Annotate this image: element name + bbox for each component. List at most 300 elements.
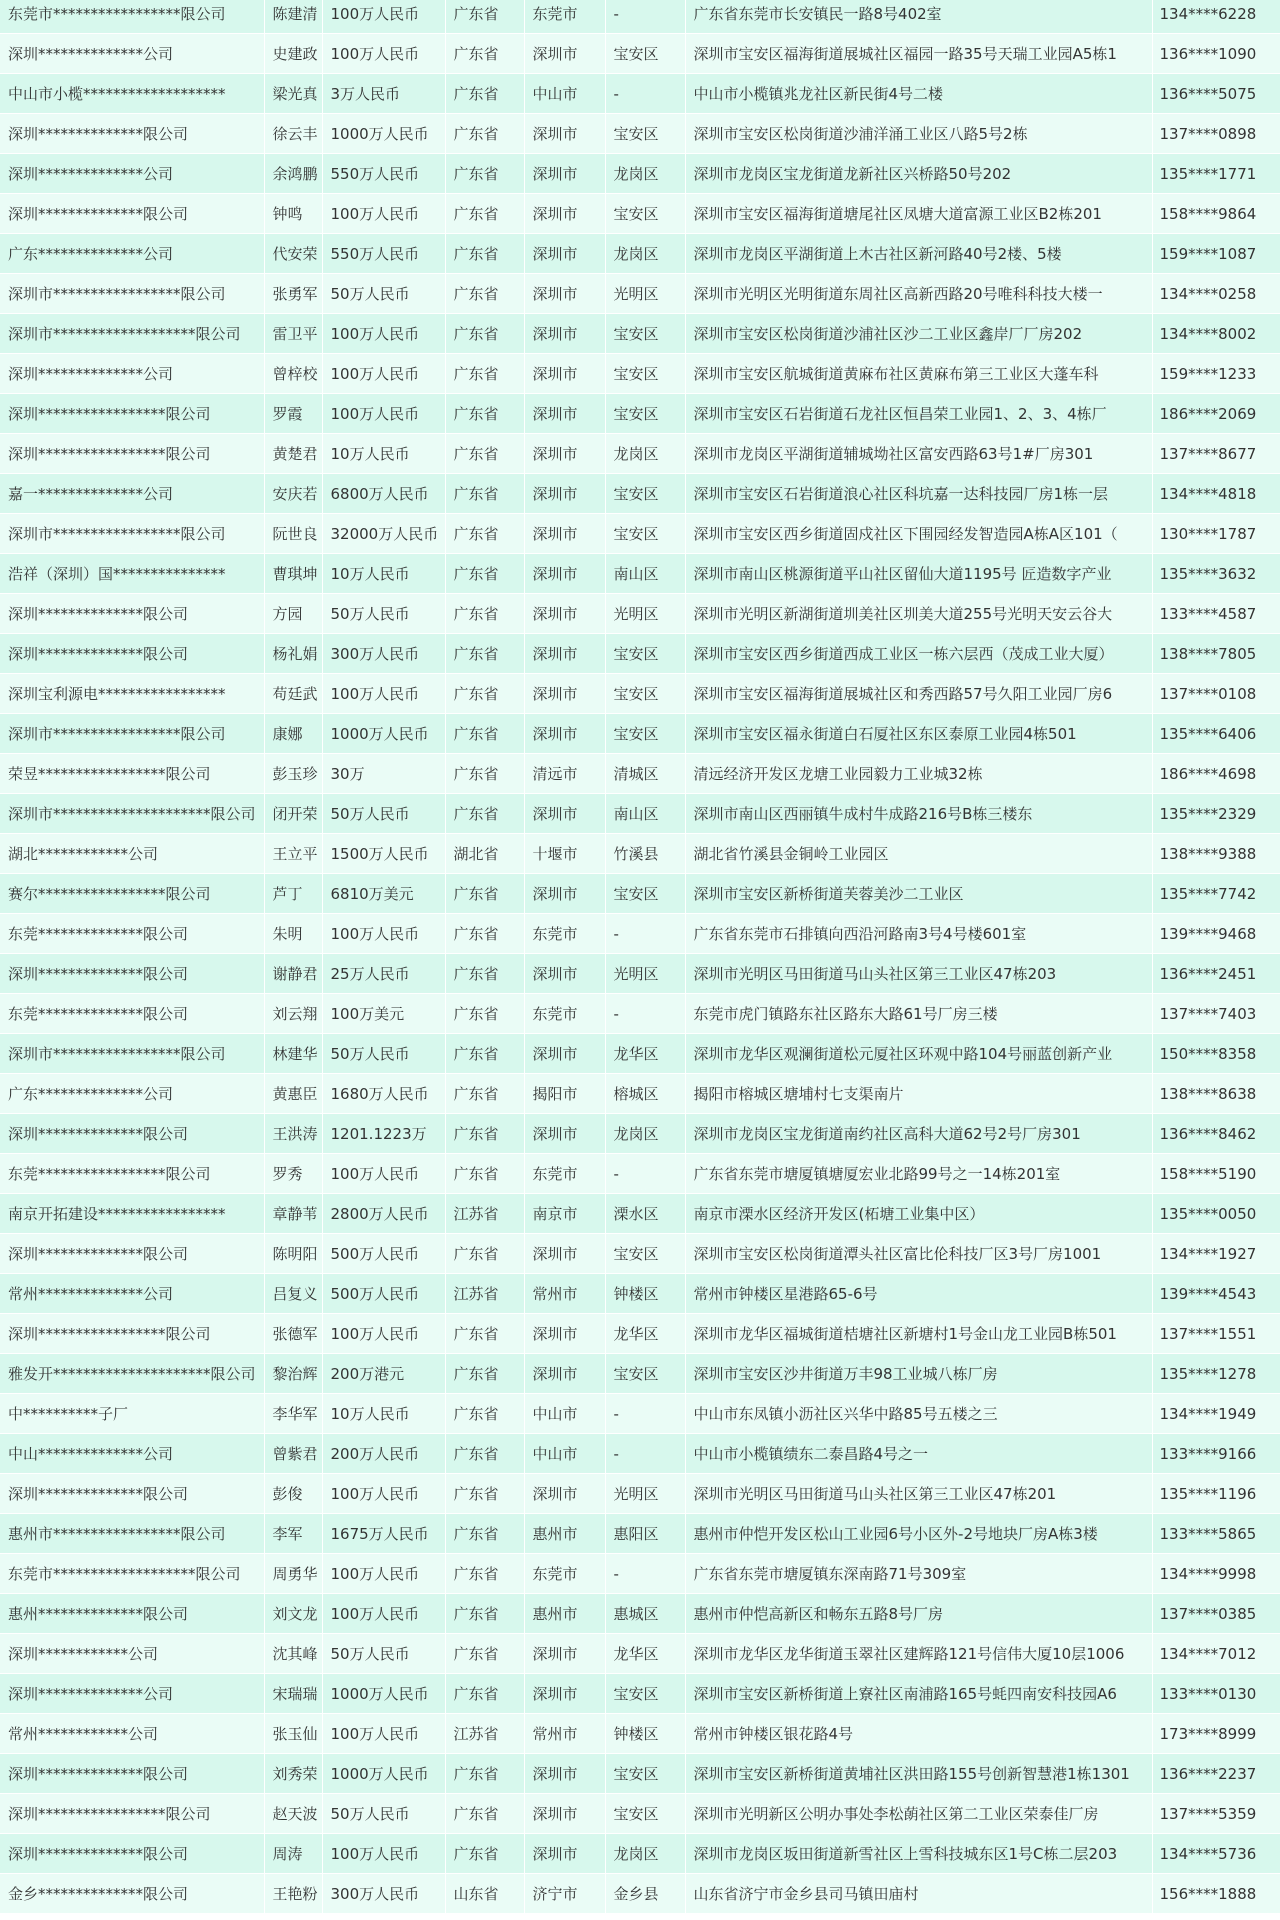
- company-name-cell: 东莞*****************限公司: [0, 1154, 264, 1194]
- company-name-cell: 深圳**************公司: [0, 354, 264, 394]
- phone-cell: 186****4698: [1152, 754, 1280, 794]
- district-cell: 宝安区: [605, 514, 685, 554]
- company-name-cell: 深圳**************限公司: [0, 194, 264, 234]
- company-name-cell: 惠州市*****************限公司: [0, 1514, 264, 1554]
- address-cell: 深圳市龙岗区宝龙街道南约社区高科大道62号2号厂房301: [685, 1114, 1152, 1154]
- table-row: [0, 554, 1280, 594]
- company-name-cell: 湖北************公司: [0, 834, 264, 874]
- table-row: [0, 1114, 1280, 1154]
- district-cell: 龙华区: [605, 1634, 685, 1674]
- address-cell: 深圳市龙岗区平湖街道辅城坳社区富安西路63号1#厂房301: [685, 434, 1152, 474]
- legal-rep-cell: 刘云翔: [264, 994, 322, 1034]
- province-cell: 广东省: [445, 554, 524, 594]
- company-name-cell: 东莞市*******************限公司: [0, 1554, 264, 1594]
- table-row: [0, 1754, 1280, 1794]
- phone-cell: 136****8462: [1152, 1114, 1280, 1154]
- company-name-cell: 深圳宝利源电*****************: [0, 674, 264, 714]
- city-cell: 深圳市: [524, 154, 605, 194]
- address-cell: 深圳市龙岗区宝龙街道龙新社区兴桥路50号202: [685, 154, 1152, 194]
- phone-cell: 135****1771: [1152, 154, 1280, 194]
- district-cell: 宝安区: [605, 1674, 685, 1714]
- table-row: [0, 114, 1280, 154]
- city-cell: 深圳市: [524, 354, 605, 394]
- address-cell: 深圳市宝安区沙井街道万丰98工业城八栋厂房: [685, 1354, 1152, 1394]
- legal-rep-cell: 沈其峰: [264, 1634, 322, 1674]
- table-row: [0, 194, 1280, 234]
- city-cell: 惠州市: [524, 1514, 605, 1554]
- table-row: [0, 994, 1280, 1034]
- province-cell: 广东省: [445, 514, 524, 554]
- registered-capital-cell: 1000万人民币: [322, 1754, 445, 1794]
- table-row: [0, 1594, 1280, 1634]
- address-cell: 揭阳市榕城区塘埔村七支渠南片: [685, 1074, 1152, 1114]
- table-row: [0, 914, 1280, 954]
- table-row: [0, 1314, 1280, 1354]
- table-row: [0, 634, 1280, 674]
- district-cell: 宝安区: [605, 474, 685, 514]
- registered-capital-cell: 10万人民币: [322, 554, 445, 594]
- registered-capital-cell: 3万人民币: [322, 74, 445, 114]
- city-cell: 深圳市: [524, 1754, 605, 1794]
- address-cell: 深圳市龙华区福城街道桔塘社区新塘村1号金山龙工业园B栋501: [685, 1314, 1152, 1354]
- district-cell: 宝安区: [605, 674, 685, 714]
- district-cell: 惠阳区: [605, 1514, 685, 1554]
- legal-rep-cell: 史建政: [264, 34, 322, 74]
- legal-rep-cell: 彭玉珍: [264, 754, 322, 794]
- city-cell: 深圳市: [524, 1674, 605, 1714]
- province-cell: 广东省: [445, 74, 524, 114]
- city-cell: 深圳市: [524, 474, 605, 514]
- legal-rep-cell: 黄惠臣: [264, 1074, 322, 1114]
- table-row: [0, 794, 1280, 834]
- phone-cell: 137****0898: [1152, 114, 1280, 154]
- table-row: [0, 34, 1280, 74]
- address-cell: 深圳市宝安区松岗街道潭头社区富比伦科技厂区3号厂房1001: [685, 1234, 1152, 1274]
- address-cell: 清远经济开发区龙塘工业园毅力工业城32栋: [685, 754, 1152, 794]
- address-cell: 深圳市宝安区福海街道塘尾社区凤塘大道富源工业区B2栋201: [685, 194, 1152, 234]
- company-name-cell: 深圳**************限公司: [0, 1114, 264, 1154]
- registered-capital-cell: 1201.1223万: [322, 1114, 445, 1154]
- district-cell: 竹溪县: [605, 834, 685, 874]
- phone-cell: 136****1090: [1152, 34, 1280, 74]
- company-name-cell: 南京开拓建设*****************: [0, 1194, 264, 1234]
- phone-cell: 139****9468: [1152, 914, 1280, 954]
- district-cell: 宝安区: [605, 714, 685, 754]
- district-cell: 钟楼区: [605, 1274, 685, 1314]
- province-cell: 广东省: [445, 1154, 524, 1194]
- phone-cell: 134****9998: [1152, 1554, 1280, 1594]
- table-row: [0, 594, 1280, 634]
- address-cell: 中山市东凤镇小沥社区兴华中路85号五楼之三: [685, 1394, 1152, 1434]
- phone-cell: 137****1551: [1152, 1314, 1280, 1354]
- address-cell: 深圳市光明区新湖街道圳美社区圳美大道255号光明天安云谷大: [685, 594, 1152, 634]
- province-cell: 广东省: [445, 754, 524, 794]
- address-cell: 深圳市龙华区观澜街道松元厦社区环观中路104号丽蓝创新产业: [685, 1034, 1152, 1074]
- district-cell: -: [605, 1554, 685, 1594]
- phone-cell: 135****0050: [1152, 1194, 1280, 1234]
- legal-rep-cell: 彭俊: [264, 1474, 322, 1514]
- city-cell: 东莞市: [524, 1154, 605, 1194]
- district-cell: 光明区: [605, 594, 685, 634]
- address-cell: 深圳市南山区西丽镇牛成村牛成路216号B栋三楼东: [685, 794, 1152, 834]
- table-row: [0, 1714, 1280, 1754]
- legal-rep-cell: 陈建清: [264, 0, 322, 34]
- province-cell: 湖北省: [445, 834, 524, 874]
- province-cell: 广东省: [445, 954, 524, 994]
- province-cell: 广东省: [445, 274, 524, 314]
- province-cell: 广东省: [445, 1754, 524, 1794]
- phone-cell: 137****5359: [1152, 1794, 1280, 1834]
- company-name-cell: 东莞**************限公司: [0, 994, 264, 1034]
- registered-capital-cell: 100万人民币: [322, 0, 445, 34]
- registered-capital-cell: 6810万美元: [322, 874, 445, 914]
- city-cell: 中山市: [524, 1434, 605, 1474]
- table-row: [0, 354, 1280, 394]
- city-cell: 深圳市: [524, 874, 605, 914]
- registered-capital-cell: 100万美元: [322, 994, 445, 1034]
- phone-cell: 135****3632: [1152, 554, 1280, 594]
- province-cell: 江苏省: [445, 1194, 524, 1234]
- registered-capital-cell: 100万人民币: [322, 354, 445, 394]
- address-cell: 常州市钟楼区星港路65-6号: [685, 1274, 1152, 1314]
- province-cell: 广东省: [445, 874, 524, 914]
- district-cell: 清城区: [605, 754, 685, 794]
- address-cell: 深圳市光明区马田街道马山头社区第三工业区47栋201: [685, 1474, 1152, 1514]
- district-cell: 宝安区: [605, 1794, 685, 1834]
- city-cell: 惠州市: [524, 1594, 605, 1634]
- company-name-cell: 广东**************公司: [0, 1074, 264, 1114]
- city-cell: 常州市: [524, 1274, 605, 1314]
- table-row: [0, 754, 1280, 794]
- province-cell: 江苏省: [445, 1714, 524, 1754]
- legal-rep-cell: 黄楚君: [264, 434, 322, 474]
- registered-capital-cell: 200万港元: [322, 1354, 445, 1394]
- company-name-cell: 深圳*****************限公司: [0, 434, 264, 474]
- phone-cell: 133****0130: [1152, 1674, 1280, 1714]
- legal-rep-cell: 章静苇: [264, 1194, 322, 1234]
- registered-capital-cell: 1675万人民币: [322, 1514, 445, 1554]
- registered-capital-cell: 50万人民币: [322, 794, 445, 834]
- district-cell: 宝安区: [605, 874, 685, 914]
- city-cell: 深圳市: [524, 114, 605, 154]
- province-cell: 山东省: [445, 1874, 524, 1914]
- table-row: [0, 314, 1280, 354]
- district-cell: 金乡县: [605, 1874, 685, 1914]
- registered-capital-cell: 100万人民币: [322, 1554, 445, 1594]
- company-name-cell: 深圳市*****************限公司: [0, 714, 264, 754]
- address-cell: 广东省东莞市塘厦镇东深南路71号309室: [685, 1554, 1152, 1594]
- city-cell: 深圳市: [524, 314, 605, 354]
- registered-capital-cell: 550万人民币: [322, 154, 445, 194]
- district-cell: 龙华区: [605, 1314, 685, 1354]
- table-row: [0, 274, 1280, 314]
- table-row: [0, 1034, 1280, 1074]
- table-row: [0, 514, 1280, 554]
- phone-cell: 186****2069: [1152, 394, 1280, 434]
- phone-cell: 136****5075: [1152, 74, 1280, 114]
- company-name-cell: 深圳**************限公司: [0, 1234, 264, 1274]
- province-cell: 广东省: [445, 474, 524, 514]
- registered-capital-cell: 50万人民币: [322, 1634, 445, 1674]
- city-cell: 十堰市: [524, 834, 605, 874]
- address-cell: 深圳市宝安区松岗街道沙浦洋涌工业区八路5号2栋: [685, 114, 1152, 154]
- phone-cell: 133****5865: [1152, 1514, 1280, 1554]
- district-cell: 宝安区: [605, 354, 685, 394]
- phone-cell: 138****9388: [1152, 834, 1280, 874]
- address-cell: 深圳市宝安区福海街道展城社区和秀西路57号久阳工业园厂房6: [685, 674, 1152, 714]
- registered-capital-cell: 100万人民币: [322, 1714, 445, 1754]
- table-row: [0, 154, 1280, 194]
- city-cell: 深圳市: [524, 1034, 605, 1074]
- registered-capital-cell: 100万人民币: [322, 194, 445, 234]
- company-name-cell: 深圳市*******************限公司: [0, 314, 264, 354]
- table-row: [0, 1674, 1280, 1714]
- phone-cell: 135****6406: [1152, 714, 1280, 754]
- province-cell: 广东省: [445, 914, 524, 954]
- address-cell: 深圳市宝安区石岩街道石龙社区恒昌荣工业园1、2、3、4栋厂: [685, 394, 1152, 434]
- registered-capital-cell: 25万人民币: [322, 954, 445, 994]
- table-row: [0, 1874, 1280, 1914]
- legal-rep-cell: 陈明阳: [264, 1234, 322, 1274]
- phone-cell: 139****4543: [1152, 1274, 1280, 1314]
- registered-capital-cell: 1680万人民币: [322, 1074, 445, 1114]
- province-cell: 广东省: [445, 794, 524, 834]
- phone-cell: 134****0258: [1152, 274, 1280, 314]
- table-row: [0, 1834, 1280, 1874]
- company-name-cell: 东莞市*****************限公司: [0, 0, 264, 34]
- company-name-cell: 赛尔*****************限公司: [0, 874, 264, 914]
- city-cell: 东莞市: [524, 1554, 605, 1594]
- registered-capital-cell: 100万人民币: [322, 1314, 445, 1354]
- company-name-cell: 中**********子厂: [0, 1394, 264, 1434]
- legal-rep-cell: 康娜: [264, 714, 322, 754]
- province-cell: 广东省: [445, 394, 524, 434]
- legal-rep-cell: 雷卫平: [264, 314, 322, 354]
- city-cell: 南京市: [524, 1194, 605, 1234]
- address-cell: 深圳市宝安区福海街道展城社区福园一路35号天瑞工业园A5栋1: [685, 34, 1152, 74]
- company-name-cell: 广东**************公司: [0, 234, 264, 274]
- company-name-cell: 浩祥（深圳）国***************: [0, 554, 264, 594]
- registered-capital-cell: 1000万人民币: [322, 714, 445, 754]
- province-cell: 广东省: [445, 1434, 524, 1474]
- phone-cell: 137****0385: [1152, 1594, 1280, 1634]
- province-cell: 广东省: [445, 1074, 524, 1114]
- company-name-cell: 雅发开*********************限公司: [0, 1354, 264, 1394]
- table-row: [0, 234, 1280, 274]
- table-row: [0, 1794, 1280, 1834]
- legal-rep-cell: 曾紫君: [264, 1434, 322, 1474]
- province-cell: 广东省: [445, 314, 524, 354]
- phone-cell: 135****1196: [1152, 1474, 1280, 1514]
- city-cell: 中山市: [524, 74, 605, 114]
- legal-rep-cell: 罗秀: [264, 1154, 322, 1194]
- district-cell: -: [605, 994, 685, 1034]
- province-cell: 广东省: [445, 1354, 524, 1394]
- legal-rep-cell: 李华军: [264, 1394, 322, 1434]
- city-cell: 常州市: [524, 1714, 605, 1754]
- district-cell: 溧水区: [605, 1194, 685, 1234]
- province-cell: 广东省: [445, 994, 524, 1034]
- company-name-cell: 深圳************公司: [0, 1634, 264, 1674]
- city-cell: 深圳市: [524, 274, 605, 314]
- company-name-cell: 深圳**************限公司: [0, 1834, 264, 1874]
- address-cell: 深圳市南山区桃源街道平山社区留仙大道1195号 匠造数字产业: [685, 554, 1152, 594]
- legal-rep-cell: 朱明: [264, 914, 322, 954]
- company-name-cell: 深圳**************限公司: [0, 954, 264, 994]
- company-name-cell: 深圳*****************限公司: [0, 394, 264, 434]
- city-cell: 深圳市: [524, 394, 605, 434]
- district-cell: -: [605, 0, 685, 34]
- city-cell: 东莞市: [524, 0, 605, 34]
- legal-rep-cell: 苟廷武: [264, 674, 322, 714]
- legal-rep-cell: 罗霞: [264, 394, 322, 434]
- city-cell: 深圳市: [524, 594, 605, 634]
- province-cell: 广东省: [445, 1114, 524, 1154]
- province-cell: 广东省: [445, 234, 524, 274]
- registered-capital-cell: 100万人民币: [322, 1834, 445, 1874]
- legal-rep-cell: 刘秀荣: [264, 1754, 322, 1794]
- table-row: [0, 1394, 1280, 1434]
- legal-rep-cell: 阮世良: [264, 514, 322, 554]
- table-row: [0, 1434, 1280, 1474]
- address-cell: 深圳市龙华区龙华街道玉翠社区建辉路121号信伟大厦10层1006: [685, 1634, 1152, 1674]
- address-cell: 深圳市宝安区松岗街道沙浦社区沙二工业区鑫岸厂厂房202: [685, 314, 1152, 354]
- district-cell: 榕城区: [605, 1074, 685, 1114]
- registered-capital-cell: 10万人民币: [322, 434, 445, 474]
- registered-capital-cell: 100万人民币: [322, 674, 445, 714]
- company-name-cell: 深圳市*****************限公司: [0, 274, 264, 314]
- company-name-cell: 深圳*****************限公司: [0, 1794, 264, 1834]
- province-cell: 广东省: [445, 714, 524, 754]
- legal-rep-cell: 张玉仙: [264, 1714, 322, 1754]
- address-cell: 广东省东莞市长安镇民一路8号402室: [685, 0, 1152, 34]
- registered-capital-cell: 300万人民币: [322, 1874, 445, 1914]
- legal-rep-cell: 安庆若: [264, 474, 322, 514]
- company-name-cell: 深圳**************限公司: [0, 594, 264, 634]
- address-cell: 深圳市宝安区福永街道白石厦社区东区泰原工业园4栋501: [685, 714, 1152, 754]
- city-cell: 深圳市: [524, 194, 605, 234]
- legal-rep-cell: 周涛: [264, 1834, 322, 1874]
- city-cell: 东莞市: [524, 994, 605, 1034]
- phone-cell: 158****5190: [1152, 1154, 1280, 1194]
- district-cell: 宝安区: [605, 394, 685, 434]
- district-cell: 惠城区: [605, 1594, 685, 1634]
- city-cell: 深圳市: [524, 714, 605, 754]
- city-cell: 深圳市: [524, 634, 605, 674]
- city-cell: 东莞市: [524, 914, 605, 954]
- registered-capital-cell: 50万人民币: [322, 594, 445, 634]
- province-cell: 广东省: [445, 1514, 524, 1554]
- district-cell: 宝安区: [605, 114, 685, 154]
- phone-cell: 156****1888: [1152, 1874, 1280, 1914]
- company-name-cell: 嘉一**************公司: [0, 474, 264, 514]
- registered-capital-cell: 50万人民币: [322, 1794, 445, 1834]
- registered-capital-cell: 2800万人民币: [322, 1194, 445, 1234]
- city-cell: 深圳市: [524, 794, 605, 834]
- province-cell: 广东省: [445, 34, 524, 74]
- district-cell: 宝安区: [605, 314, 685, 354]
- table-row: [0, 1354, 1280, 1394]
- phone-cell: 133****9166: [1152, 1434, 1280, 1474]
- legal-rep-cell: 周勇华: [264, 1554, 322, 1594]
- registered-capital-cell: 1000万人民币: [322, 114, 445, 154]
- legal-rep-cell: 赵天波: [264, 1794, 322, 1834]
- city-cell: 深圳市: [524, 234, 605, 274]
- phone-cell: 137****7403: [1152, 994, 1280, 1034]
- registered-capital-cell: 500万人民币: [322, 1274, 445, 1314]
- address-cell: 广东省东莞市石排镇向西沿河路南3号4号楼601室: [685, 914, 1152, 954]
- district-cell: -: [605, 1154, 685, 1194]
- legal-rep-cell: 芦丁: [264, 874, 322, 914]
- company-name-cell: 金乡**************限公司: [0, 1874, 264, 1914]
- district-cell: 龙岗区: [605, 234, 685, 274]
- province-cell: 广东省: [445, 1594, 524, 1634]
- phone-cell: 137****8677: [1152, 434, 1280, 474]
- legal-rep-cell: 钟鸣: [264, 194, 322, 234]
- registered-capital-cell: 550万人民币: [322, 234, 445, 274]
- table-row: [0, 474, 1280, 514]
- district-cell: 龙岗区: [605, 154, 685, 194]
- city-cell: 深圳市: [524, 514, 605, 554]
- table-row: [0, 954, 1280, 994]
- legal-rep-cell: 徐云丰: [264, 114, 322, 154]
- province-cell: 广东省: [445, 674, 524, 714]
- registered-capital-cell: 6800万人民币: [322, 474, 445, 514]
- province-cell: 广东省: [445, 1034, 524, 1074]
- table-row: [0, 1274, 1280, 1314]
- district-cell: -: [605, 1394, 685, 1434]
- city-cell: 深圳市: [524, 1834, 605, 1874]
- registered-capital-cell: 50万人民币: [322, 274, 445, 314]
- company-name-cell: 常州************公司: [0, 1714, 264, 1754]
- address-cell: 深圳市光明区马田街道马山头社区第三工业区47栋203: [685, 954, 1152, 994]
- province-cell: 江苏省: [445, 1274, 524, 1314]
- table-row: [0, 1634, 1280, 1674]
- table-row: [0, 1514, 1280, 1554]
- province-cell: 广东省: [445, 1634, 524, 1674]
- province-cell: 广东省: [445, 354, 524, 394]
- company-name-cell: 东莞**************限公司: [0, 914, 264, 954]
- table-row: [0, 714, 1280, 754]
- province-cell: 广东省: [445, 194, 524, 234]
- address-cell: 南京市溧水区经济开发区(柘塘工业集中区）: [685, 1194, 1152, 1234]
- phone-cell: 134****1927: [1152, 1234, 1280, 1274]
- registered-capital-cell: 1500万人民币: [322, 834, 445, 874]
- address-cell: 常州市钟楼区银花路4号: [685, 1714, 1152, 1754]
- address-cell: 惠州市仲恺开发区松山工业园6号小区外-2号地块厂房A栋3楼: [685, 1514, 1152, 1554]
- phone-cell: 137****0108: [1152, 674, 1280, 714]
- registered-capital-cell: 10万人民币: [322, 1394, 445, 1434]
- city-cell: 深圳市: [524, 1234, 605, 1274]
- city-cell: 深圳市: [524, 954, 605, 994]
- district-cell: -: [605, 74, 685, 114]
- company-name-cell: 深圳市*********************限公司: [0, 794, 264, 834]
- phone-cell: 150****8358: [1152, 1034, 1280, 1074]
- phone-cell: 159****1087: [1152, 234, 1280, 274]
- phone-cell: 134****4818: [1152, 474, 1280, 514]
- registered-capital-cell: 500万人民币: [322, 1234, 445, 1274]
- province-cell: 广东省: [445, 1234, 524, 1274]
- phone-cell: 158****9864: [1152, 194, 1280, 234]
- district-cell: 宝安区: [605, 194, 685, 234]
- legal-rep-cell: 闭开荣: [264, 794, 322, 834]
- registered-capital-cell: 1000万人民币: [322, 1674, 445, 1714]
- phone-cell: 138****8638: [1152, 1074, 1280, 1114]
- phone-cell: 134****1949: [1152, 1394, 1280, 1434]
- district-cell: 宝安区: [605, 1354, 685, 1394]
- table-row: [0, 1074, 1280, 1114]
- legal-rep-cell: 王立平: [264, 834, 322, 874]
